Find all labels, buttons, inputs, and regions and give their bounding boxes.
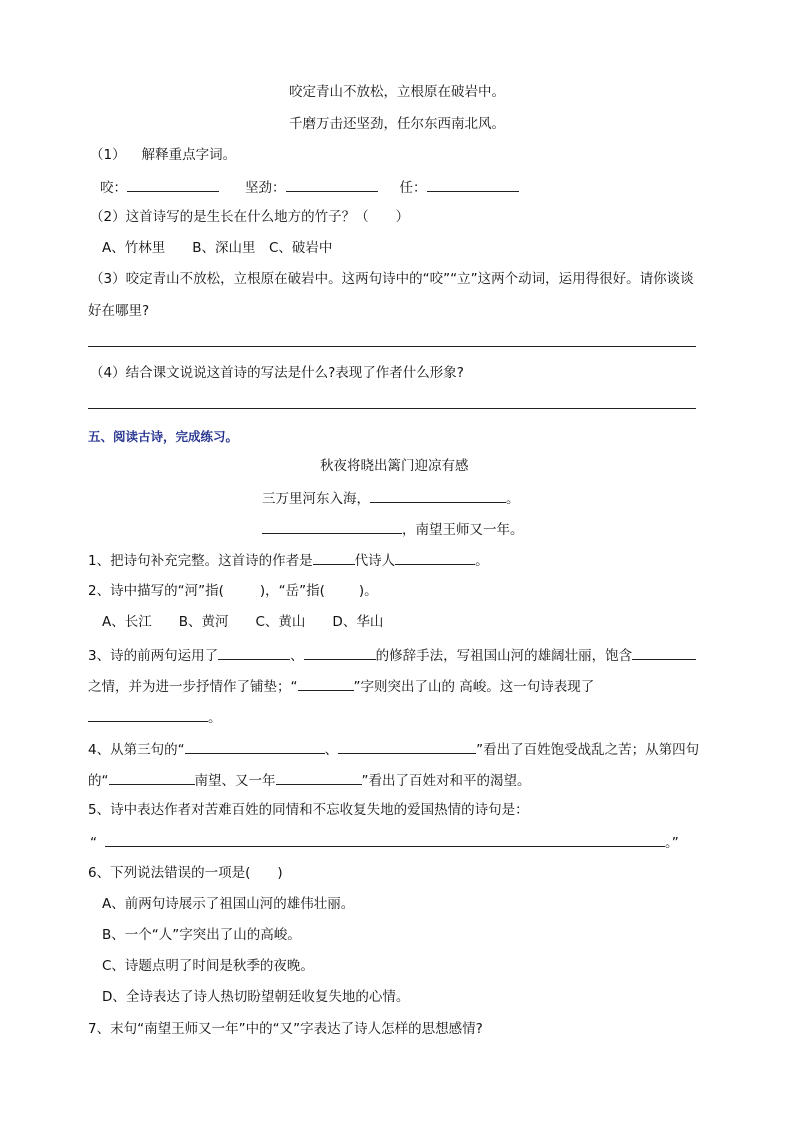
item6-question: 6、下列说法错误的一项是( ) bbox=[88, 865, 283, 881]
item6-option-a: A、前两句诗展示了祖国山河的雄伟壮丽。 bbox=[102, 896, 355, 912]
item4-blank4[interactable] bbox=[276, 770, 362, 785]
item1-blank2[interactable] bbox=[395, 550, 475, 565]
item5-answer: “ 。” bbox=[90, 832, 679, 852]
item1: 1、把诗句补充完整。这首诗的作者是 代诗人 。 bbox=[88, 550, 489, 570]
item3-blank4[interactable] bbox=[298, 676, 354, 691]
item4-blank2[interactable] bbox=[338, 739, 476, 754]
q4-answer-line[interactable] bbox=[88, 408, 696, 409]
item6-option-c: C、诗题点明了时间是秋季的夜晚。 bbox=[102, 958, 314, 974]
poem1-line2: 千磨万击还坚劲，任尔东西南北风。 bbox=[289, 116, 505, 132]
item2: 2、诗中描写的“河”指( )，“岳”指( )。 bbox=[88, 583, 378, 599]
q1-word1: 咬： bbox=[100, 180, 127, 196]
q1-answers bbox=[100, 177, 519, 197]
item4-line1: 4、从第三句的“ 、 ”看出了百姓饱受战乱之苦；从第四句 bbox=[88, 739, 699, 759]
q1-blank2[interactable] bbox=[286, 177, 378, 192]
q2-question: （2）这首诗写的是生长在什么地方的竹子？（ ） bbox=[90, 209, 410, 225]
item5-question: 5、诗中表达作者对苦难百姓的同情和不忘收复失地的爱国热情的诗句是： bbox=[88, 802, 529, 818]
q3-answer-line[interactable] bbox=[88, 346, 696, 347]
item1-blank1[interactable] bbox=[313, 550, 355, 565]
q1-blank1[interactable] bbox=[127, 177, 219, 192]
item3-blank5[interactable] bbox=[88, 707, 208, 722]
item3-blank2[interactable] bbox=[304, 645, 376, 660]
item2-options: A、长江 B、黄河 C、黄山 D、华山 bbox=[102, 614, 384, 630]
item3-blank1[interactable] bbox=[218, 645, 290, 660]
poem2-blank1[interactable] bbox=[370, 488, 506, 503]
poem2-title: 秋夜将晓出篱门迎凉有感 bbox=[320, 458, 469, 474]
q1-text: 解释重点字词。 bbox=[141, 147, 237, 163]
q1-line bbox=[90, 146, 236, 164]
item4-line2: 的“ 南望、又一年 ”看出了百姓对和平的渴望。 bbox=[88, 770, 531, 790]
q1-word3: 任： bbox=[399, 180, 427, 196]
item4-blank1[interactable] bbox=[185, 739, 325, 754]
item6-option-d: D、全诗表达了诗人热切盼望朝廷收复失地的心情。 bbox=[102, 989, 410, 1005]
q4-question: （4）结合课文说说这首诗的写法是什么?表现了作者什么形象? bbox=[90, 365, 464, 381]
item3-blank3[interactable] bbox=[632, 645, 696, 660]
q3-line1: （3）咬定青山不放松，立根原在破岩中。这两句诗中的“咬”“立”这两个动词，运用得很好。请你谈谈 bbox=[90, 271, 694, 287]
q1-word2: 坚劲： bbox=[245, 180, 286, 196]
item3-line3: 。 bbox=[88, 707, 222, 727]
section5-heading: 五、阅读古诗，完成练习。 bbox=[88, 429, 239, 444]
item3-line1: 3、诗的前两句运用了 、 的修辞手法，写祖国山河的雄阔壮丽，饱含 bbox=[88, 645, 696, 665]
poem1-line1: 咬定青山不放松，立根原在破岩中。 bbox=[289, 84, 505, 100]
q1-blank3[interactable] bbox=[427, 177, 519, 192]
item6-option-b: B、一个“人”字突出了山的高峻。 bbox=[102, 927, 301, 943]
q3-line2: 好在哪里? bbox=[88, 303, 150, 319]
poem2-line2: ，南望王师又一年。 bbox=[262, 519, 524, 539]
q1-label: （1） bbox=[90, 147, 126, 163]
item7-question: 7、末句“南望王师又一年”中的“又”字表达了诗人怎样的思想感情? bbox=[88, 1021, 483, 1037]
item4-blank3[interactable] bbox=[109, 770, 195, 785]
item3-line2: 之情，并为进一步抒情作了铺垫；“ ”字则突出了山的 高峻。这一句诗表现了 bbox=[88, 676, 594, 696]
poem2-blank2[interactable] bbox=[262, 519, 402, 534]
q2-options: A、竹林里 B、深山里 C、破岩中 bbox=[102, 240, 333, 256]
item5-blank[interactable] bbox=[105, 832, 665, 847]
poem2-line1: 三万里河东入海， 。 bbox=[262, 488, 520, 508]
